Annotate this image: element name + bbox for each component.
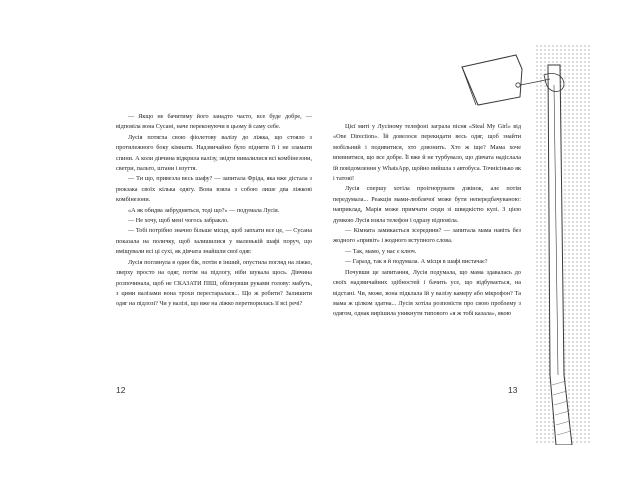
paragraph: «А як обидва забрудняться, тоді що?» — подумала Лусія. (128, 206, 280, 214)
paragraph: Почувши це запитання, Лусія подумала, що мама здавалась до своїх надзвичайних здібностей і бачить усе, що відбувається, на відстані. Чи, може, вона підклала їй у валізу камеру або мікрофон? Та мама ж цілком здатна... Лусія хотіла розповісти про свою проблему з одягом, однак вирішила уникнути типового «я ж тобі казала», якою (333, 268, 521, 318)
left-page-number: 12 (116, 385, 126, 395)
paragraph: — Якщо не бачитиму його занадто часто, все буде добре, — відповіла вона Сусані, наче переконуючи в цьому й саму себе. (116, 113, 312, 131)
paragraph: — Не хочу, щоб мені чогось забракло. (128, 217, 229, 225)
paragraph: — Кімната замикається зсередини? — запитала мама навіть без жодного «привіт» і жодного вступного слова. (333, 227, 521, 245)
paragraph: — Ти що, привезла весь шафу? — запитала Фріда, яка вже дістала з рюкзака своїх кілька одягу. Вона взяла з собою лише два ліжкові комбінезони. (116, 175, 312, 204)
right-page-number: 13 (508, 385, 518, 395)
paragraph: Лусія спершу хотіла проігнорувати дзвінок, але потім передумала... Реакція мами-люблячої може бути непередбачуваною: наприклад, Марія може примчати сюди зі швидкістю кулі. З цією думкою Лусія взяла телефон і одразу відповіла. (333, 185, 521, 224)
left-page-text (116, 112, 312, 310)
paragraph: Цієї миті у Лусіному телефоні заграла пісня «Steal My Girl» від «One Direction». Їй довелося перекидати весь одяг, щоб знайти мобільний і подивитися, хто дзвонить. Хто ж іще? Мама хоче впевнитися, що все добре. Її вже й не турбувало, що дівчата надіслала їй повідомлення у WhatsApp, щойно вийшла з автобуса. Точнісінько як і татові! (333, 123, 521, 183)
paragraph: — Так, мамо, у нас є ключ. (345, 247, 417, 255)
tag-and-blade-icon (460, 45, 590, 445)
paragraph: — Тобі потрібно значно більше місця, щоб запхати все це, — Сусана показала на поличку, щоб залишилися у маленькій шафі поруч, що вміщували всі ці сухі, як дівчата знайшли свої одяг. (116, 227, 312, 256)
paragraph: Лусія поглянула в один бік, потім в інший, опустила погляд на ліжко, зверху просто на одяг, потім на підлогу, ніби шукала щось. Дівчина розпочинала, щоб не СКАЗАТИ ПІШ, обіпнувши руками голову: мабуть, з цими валізами вона трохи перестаралася... Що ж робити? Залишити одяг на підлозі? Чи у валізі, що вже на ліжко перетворилась її всі речі? (116, 258, 312, 308)
paragraph: — Гаразд, так я й подумала. А місця в шафі вистачає? (345, 258, 488, 266)
paragraph: Лусія потягла свою фіолетову валізу до ліжка, що стояло з протилежного боку кімнати. Надзвичайно було підняти її і не зламати спини. А коли дівчина відкрила валізу, звідти вивалилися всі комбінезони, светри, пальто, штани і взуття. (116, 133, 312, 173)
